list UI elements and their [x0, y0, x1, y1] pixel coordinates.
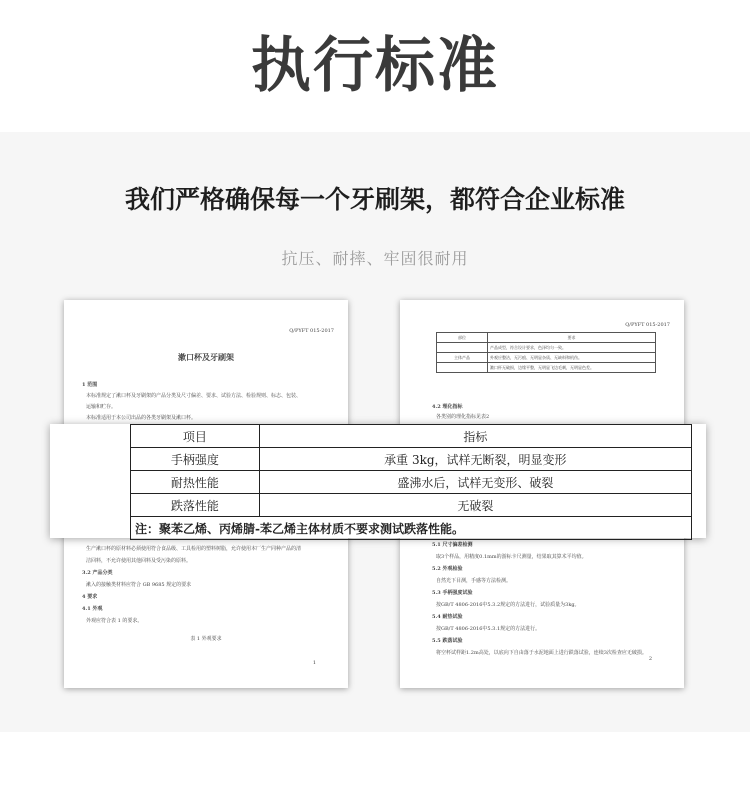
appearance-table	[436, 332, 656, 373]
table-note: 注：聚苯乙烯、丙烯腈-苯乙烯主体材质不要求测试跌落性能。	[131, 517, 692, 540]
table-cell: 部位	[437, 333, 488, 343]
table-cell: 要求	[488, 333, 656, 343]
doc-line: 按GB/T 4806-2016中5.3.1规定的方法进行。	[436, 626, 541, 632]
table-header-row	[131, 425, 692, 448]
subtitle: 我们严格确保每一个牙刷架，都符合企业标准	[124, 185, 625, 214]
performance-table	[130, 424, 692, 540]
table-row	[437, 353, 656, 363]
page-number: 2	[648, 656, 652, 662]
header	[0, 0, 750, 132]
doc-line: 生产漱口杯的原材料必须使用符合食品级、工具检用的塑料树脂，允许使用本厂生产同种产品的清	[86, 546, 302, 552]
doc-line: 自然光下目测，手感等方法检测。	[436, 578, 512, 584]
table-cell: 无破裂	[259, 494, 691, 517]
doc-line: 运输和贮存。	[86, 404, 117, 410]
doc-line: 1 范围	[82, 382, 98, 388]
table-cell: 漱口杯无破损，边缘平整，无明显飞边毛刺，无明显色差。	[488, 363, 656, 373]
doc-line: 外观应符合表 1 的要求。	[86, 618, 143, 624]
table-cell: 手柄强度	[131, 448, 260, 471]
enlarged-table-card	[50, 424, 706, 538]
table-cell: 盛沸水后，试样无变形、破裂	[259, 471, 691, 494]
doc-line: 取3个样品，用精度0.1mm的游标卡尺测量，结果取其算术平均值。	[436, 554, 587, 560]
doc-code: Q/PYFT 015-2017	[289, 328, 334, 334]
doc-line: 5.5 跌落试验	[432, 638, 463, 644]
doc-title: 漱口杯及牙刷架	[178, 352, 234, 362]
page-title: 执行标准	[251, 31, 499, 101]
table-row	[131, 494, 692, 517]
doc-line: 4 要求	[82, 594, 98, 600]
table-cell	[437, 343, 488, 353]
doc-line: 洁回料，不允许使用其他回料及受污染的原料。	[86, 558, 192, 564]
doc-line: 5.1 尺寸偏差检测	[432, 542, 473, 548]
doc-line: 本标准适用于本公司出品的各类牙刷架及漱口杯。	[86, 415, 197, 421]
table-note-row	[131, 517, 692, 540]
doc-line: 漱入的接触类材料应符合 GB 9685 规定的要求	[86, 582, 192, 588]
table-row	[437, 363, 656, 373]
doc-line: 本标准规定了漱口杯及牙刷架的产品分类及尺寸偏差、要求、试验方法、检验规则、标志、包装、	[86, 393, 302, 399]
doc-line: 5.3 手柄强度试验	[432, 590, 473, 596]
table-cell: 跌落性能	[131, 494, 260, 517]
doc-line: 3.2 产品分类	[82, 570, 113, 576]
doc-line: 5.4 耐热试验	[432, 614, 463, 620]
table-row	[437, 343, 656, 353]
doc-line: 将空杯试样距1.2m高处，以底向下自由落于水泥地面上进行跌落试验，连续3次检查应无破损。	[436, 650, 647, 656]
doc-line: 按GB/T 4806-2016中5.3.2规定的方法进行，试验质量为3kg。	[436, 602, 580, 608]
table-cell: 主体产品	[437, 353, 488, 363]
table-row	[437, 333, 656, 343]
table-header-cell: 指标	[259, 425, 691, 448]
table-cell: 承重 3kg，试样无断裂，明显变形	[259, 448, 691, 471]
doc-line: 各类别的理化指标见表2	[436, 414, 490, 420]
table-header-cell: 项目	[131, 425, 260, 448]
page-number: 1	[312, 660, 316, 666]
table-cell: 外观应整洁，无污痕、无明显杂质、无缺料和机伤。	[488, 353, 656, 363]
table-row	[131, 471, 692, 494]
doc-line: 4.2 理化指标	[432, 404, 463, 410]
doc-line: 4.1 外观	[82, 606, 103, 612]
table-row	[131, 448, 692, 471]
table-cell: 耐热性能	[131, 471, 260, 494]
doc-code: Q/PYFT 015-2017	[625, 322, 670, 328]
table-cell: 产品成型，符合设计要求，色泽均匀一致。	[488, 343, 656, 353]
table-caption: 表 1 外观要求	[190, 636, 222, 642]
tagline: 抗压、耐摔、牢固很耐用	[281, 249, 469, 268]
table-cell	[437, 363, 488, 373]
doc-line: 5.2 外观检验	[432, 566, 463, 572]
